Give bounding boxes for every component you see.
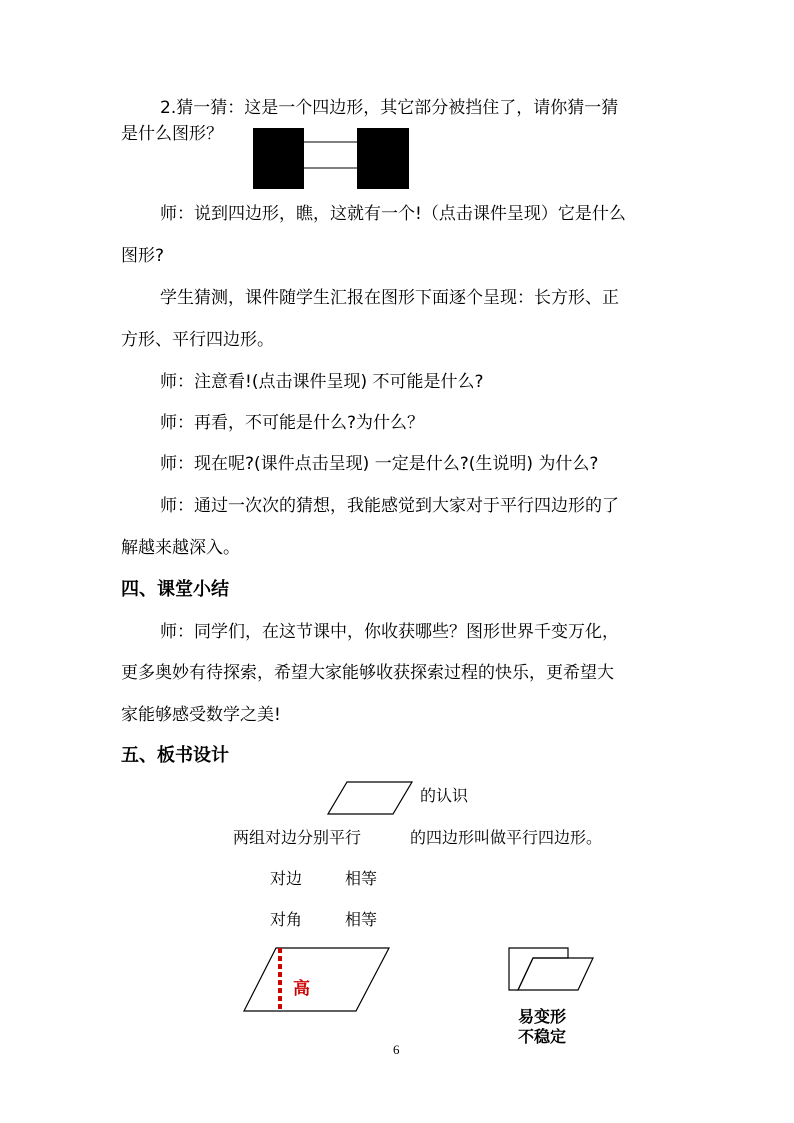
- property-opposite-sides: 对边: [270, 869, 303, 888]
- definition-part-2: 的四边形叫做平行四边形。: [410, 828, 603, 847]
- para-teacher-1-line-2: 图形?: [121, 246, 165, 266]
- left-cover-block: [253, 128, 304, 189]
- section-5-heading: 五、板书设计: [121, 745, 229, 766]
- parallelogram-with-height: [243, 947, 391, 1013]
- guess-line-1: 2.猜一猜：这是一个四边形，其它部分被挡住了，请你猜一猜: [160, 98, 619, 118]
- para-students-line-2: 方形、平行四边形。: [121, 330, 274, 350]
- property-opposite-angles-equal: 相等: [345, 910, 378, 929]
- parallelogram-title-icon: [327, 781, 413, 815]
- property-opposite-sides-equal: 相等: [345, 869, 378, 888]
- board-title-suffix: 的认识: [420, 786, 469, 805]
- property-opposite-angles: 对角: [270, 910, 303, 929]
- para-teacher-3: 师：再看，不可能是什么?为什么？: [160, 413, 425, 433]
- deformable-parallelogram-figure: [506, 946, 596, 992]
- definition-part-1: 两组对边分别平行: [233, 828, 362, 847]
- page-number: 6: [393, 1042, 400, 1057]
- caption-easy-to-deform: 易变形: [518, 1007, 567, 1026]
- para-students-line-1: 学生猜测，课件随学生汇报在图形下面逐个呈现：长方形、正: [160, 288, 619, 308]
- guess-line-2: 是什么图形？: [121, 124, 223, 144]
- section-4-heading: 四、课堂小结: [121, 579, 229, 600]
- para-teacher-1-line-1: 师：说到四边形，瞧，这就有一个!（点击课件呈现）它是什么: [160, 204, 626, 224]
- height-label: 高: [293, 979, 310, 999]
- para-teacher-5-line-2: 解越来越深入。: [121, 538, 240, 558]
- summary-line-2: 更多奥妙有待探索，希望大家能够收获探索过程的快乐，更希望大: [121, 663, 614, 683]
- hidden-quadrilateral-figure: [253, 128, 409, 189]
- para-teacher-5-line-1: 师：通过一次次的猜想，我能感觉到大家对于平行四边形的了: [160, 496, 619, 516]
- right-cover-block: [357, 128, 409, 189]
- caption-unstable: 不稳定: [518, 1027, 567, 1046]
- summary-line-1: 师：同学们，在这节课中，你收获哪些？图形世界千变万化，: [160, 622, 619, 642]
- summary-line-3: 家能够感受数学之美!: [121, 705, 281, 725]
- para-teacher-4: 师：现在呢?(课件点击呈现) 一定是什么?(生说明) 为什么?: [160, 454, 599, 474]
- para-teacher-2: 师：注意看!(点击课件呈现) 不可能是什么?: [160, 372, 484, 392]
